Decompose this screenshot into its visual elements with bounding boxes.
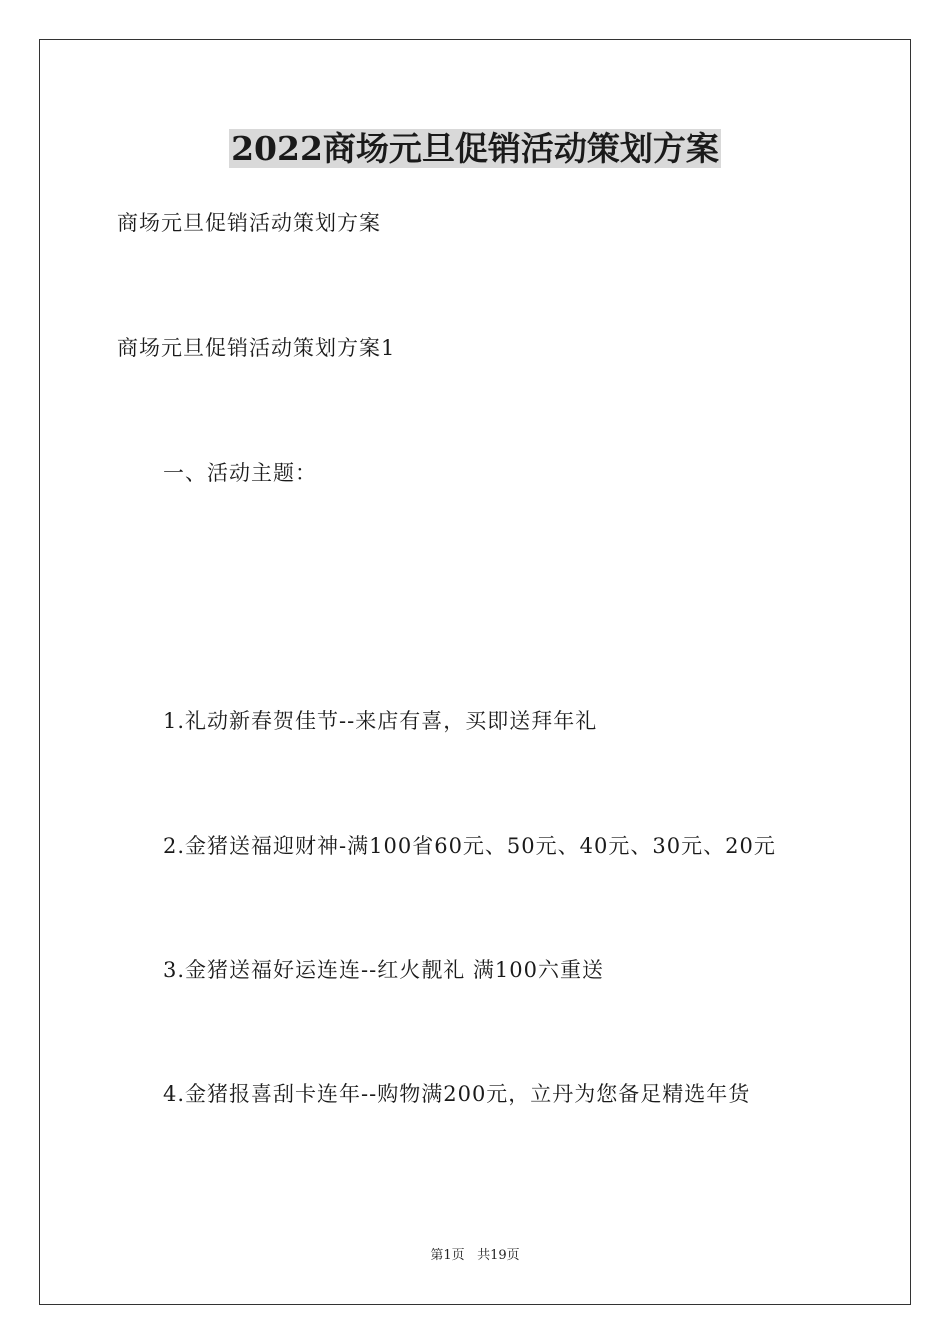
activity-item-3: 3.金猪送福好运连连--红火靓礼 满100六重送 xyxy=(163,958,604,982)
activity-theme-heading: 一、活动主题： xyxy=(163,461,317,485)
doc-subtitle: 商场元旦促销活动策划方案 xyxy=(117,211,381,235)
activity-item-4: 4.金猪报喜刮卡连年--购物满200元，立丹为您备足精选年货 xyxy=(163,1082,751,1106)
activity-item-2: 2.金猪送福迎财神-满100省60元、50元、40元、30元、20元 xyxy=(163,834,776,858)
page-number: 第1页 xyxy=(430,1248,465,1263)
document-title-text: 2022商场元旦促销活动策划方案 xyxy=(231,129,719,168)
section-heading: 商场元旦促销活动策划方案1 xyxy=(117,336,396,360)
document-title xyxy=(0,128,950,170)
page-footer xyxy=(0,1247,950,1265)
activity-item-1: 1.礼动新春贺佳节--来店有喜，买即送拜年礼 xyxy=(163,709,598,733)
page-total: 共19页 xyxy=(477,1248,520,1263)
